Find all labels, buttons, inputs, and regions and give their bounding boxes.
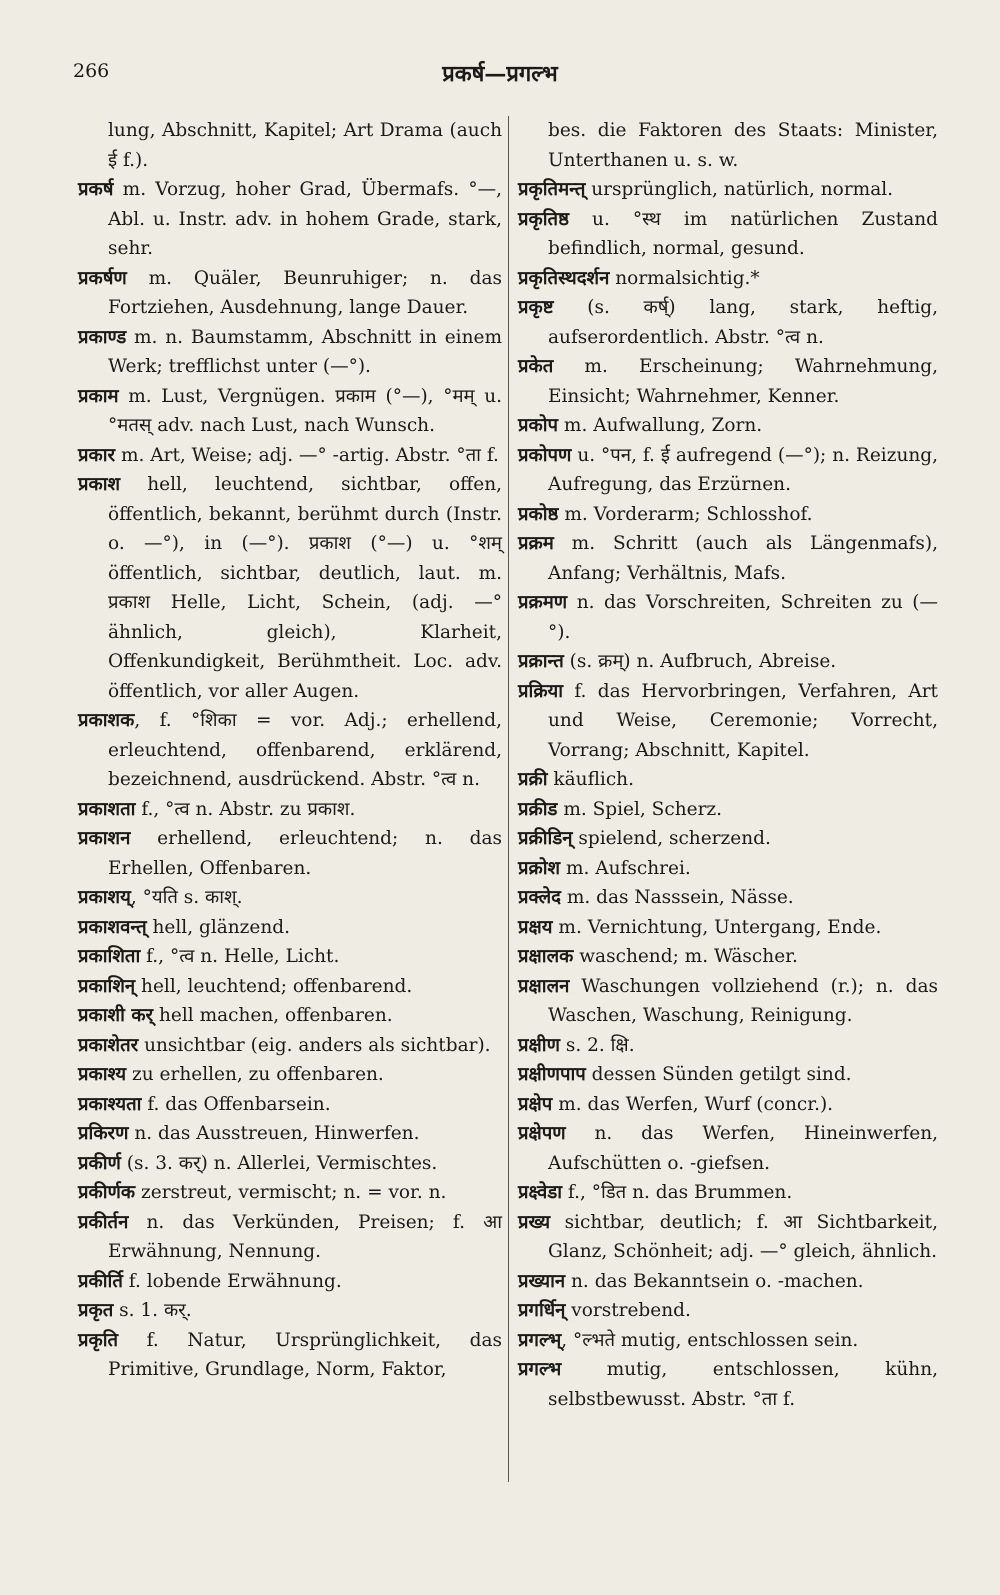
definition: n. das Werfen, Hineinwerfen, Aufschütten o. -giefsen. [548,1123,938,1174]
headword: प्रकाशन [78,828,131,849]
dictionary-entry [78,116,502,175]
dictionary-entry [518,441,938,500]
dictionary-entry [518,883,938,913]
column-divider [508,116,509,1482]
dictionary-entry [518,1090,938,1120]
definition: n. das Bekanntsein o. -machen. [565,1270,864,1292]
definition: m. das Nasssein, Nässe. [560,887,794,908]
dictionary-entry [518,1031,938,1061]
dictionary-entry [518,1060,938,1090]
left-column [78,116,502,1385]
headword: प्रकृत [78,1300,114,1321]
definition: sichtbar, deutlich; f. आ Sichtbarkeit, Glanz, Schönheit; adj. —° gleich, ähnlich. [548,1211,938,1262]
definition: , °ल्भते mutig, entschlossen sein. [561,1329,859,1351]
headword: प्रगल्भ [518,1359,562,1380]
definition: m. Vorzug, hoher Grad, Übermafs. °—, Abl. u. Instr. adv. in hohem Grade, stark, sehr. [108,179,502,259]
headword: प्रकाश्यता [78,1093,142,1115]
headword: प्रकाशिन् [78,975,136,997]
definition: normalsichtig.* [609,267,760,289]
dictionary-entry [518,116,938,175]
dictionary-entry [518,500,938,530]
definition: mutig, entschlossen, kühn, selbstbewusst. Abstr. °ता f. [548,1359,938,1410]
dictionary-entry [518,1267,938,1297]
headword: प्रकीर्तन [78,1211,129,1233]
headword: प्रकेत [518,356,554,377]
headword: प्रकृष्ट [518,297,554,318]
definition: m. Quäler, Beunruhiger; n. das Fortziehen, Ausdehnung, lange Dauer. [108,267,502,318]
headword: प्रकोपण [518,444,572,466]
headword: प्रकार [78,444,116,466]
dictionary-entry [78,972,502,1002]
headword: प्रकाशेतर [78,1034,139,1056]
definition: hell, leuchtend; offenbarend. [135,975,413,997]
definition: m. Lust, Vergnügen. प्रकाम (°—), °मम् u. °मतस् adv. nach Lust, nach Wunsch. [108,385,502,436]
definition: f., °त्व n. Helle, Licht. [140,946,340,967]
dictionary-entry [78,942,502,972]
headword: प्रक्ष्वेडा [518,1182,563,1203]
dictionary-entry [518,1355,938,1414]
dictionary-entry [518,1296,938,1326]
definition: Waschungen vollziehend (r.); n. das Waschen, Waschung, Reinigung. [548,975,938,1026]
dictionary-entry [518,352,938,411]
headword: प्रकाश्य [78,1064,127,1085]
headword: प्रकृतिष्ठ [518,208,569,230]
headword: प्रक्लेद [518,887,561,908]
dictionary-entry [78,913,502,943]
definition: u. °पन, f. ई aufregend (—°); n. Reizung, Aufregung, das Erzürnen. [548,444,938,495]
headword: प्रक्रिया [518,680,564,702]
dictionary-entry [78,1090,502,1120]
dictionary-entry [78,441,502,471]
definition: vorstrebend. [565,1300,691,1321]
definition: (s. क्रम्) n. Aufbruch, Abreise. [563,651,837,672]
dictionary-entry [78,1326,502,1385]
definition: (s. 3. कर्) n. Allerlei, Vermischtes. [120,1152,438,1174]
headword: प्रकृतिमन्त् [518,179,586,200]
dictionary-entry [518,942,938,972]
definition: m. Spiel, Scherz. [557,798,723,820]
headword: प्रक्षीणपाप [518,1064,586,1085]
dictionary-entry [78,323,502,382]
definition: zerstreut, vermischt; n. = vor. n. [135,1182,447,1203]
headword: प्रकाशिता [78,946,141,967]
dictionary-entry [78,795,502,825]
definition: f., °त्व n. Abstr. zu प्रकाश. [135,798,356,820]
definition: n. das Ausstreuen, Hinwerfen. [128,1123,420,1144]
headword: प्रगर्धिन् [518,1300,566,1321]
dictionary-entry [518,1326,938,1356]
dictionary-entry [78,1060,502,1090]
headword: प्रकाशवन्त् [78,916,147,938]
dictionary-entry [518,1119,938,1178]
dictionary-entry [78,1296,502,1326]
dictionary-entry [518,677,938,766]
headword: प्रगल्भ् [518,1329,562,1351]
headword: प्रक्रोश [518,857,561,879]
headword: प्रक्षेप [518,1093,553,1115]
definition: m. Vorderarm; Schlosshof. [558,503,813,525]
headword: प्रकाशय् [78,887,131,908]
page-number: 266 [73,60,110,82]
headword: प्रकाशता [78,798,136,820]
headword: प्रकिरण [78,1123,129,1144]
definition: f. lobende Erwähnung. [122,1270,342,1292]
dictionary-entry [518,765,938,795]
headword: प्रकाशी कर् [78,1005,154,1026]
page-header [0,60,1000,96]
dictionary-entry [518,1178,938,1208]
headword: प्रक्रीडिन् [518,828,573,849]
definition: m. n. Baumstamm, Abschnitt in einem Werk; trefflichst unter (—°). [108,326,502,377]
definition: , °यति s. काश्. [130,887,243,908]
dictionary-entry [78,1001,502,1031]
definition: hell, leuchtend, sichtbar, offen, öffentlich, bekannt, berühmt durch (Instr. o. —°), in (—°). प्रकाश (°—) u. °शम् öffentlich, sichtbar, deutlich, laut. m. प्रकाश Helle, Licht, Schein, (adj. —° ähnlich, gleich), Klarheit, Offenkundigkeit, Berühmtheit. Loc. adv. öffentlich, vor aller Augen. [108,474,502,702]
definition: f. das Hervorbringen, Verfahren, Art und Weise, Ceremonie; Vorrecht, Vorrang; Abschnitt, Kapitel. [548,680,938,761]
definition: käuflich. [547,769,634,790]
headword: प्रकाशक [78,710,135,731]
dictionary-entry [518,175,938,205]
dictionary-entry [518,913,938,943]
definition: (s. कर्ष्) lang, stark, heftig, aufserordentlich. Abstr. °त्व n. [548,297,938,348]
dictionary-entry [78,1149,502,1179]
headword: प्रकोष्ठ [518,503,559,525]
right-column [518,116,938,1414]
definition: erhellend, erleuchtend; n. das Erhellen, Offenbaren. [108,828,502,879]
headword: प्रकीर्णक [78,1182,136,1203]
definition: lung, Abschnitt, Kapitel; Art Drama (auch ई f.). [108,120,502,171]
definition: n. das Verkünden, Preisen; f. आ Erwähnung, Nennung. [108,1211,502,1262]
headword: प्रक्री [518,769,548,790]
definition: hell machen, offenbaren. [153,1005,393,1026]
headword: प्रकीर्ण [78,1152,121,1174]
dictionary-entry [518,293,938,352]
dictionary-entry [518,264,938,294]
headword: प्रक्षेपण [518,1123,566,1144]
definition: waschend; m. Wäscher. [573,946,798,967]
headword: प्रक्रमण [518,592,568,613]
definition: ursprünglich, natürlich, normal. [585,179,894,200]
dictionary-entry [518,795,938,825]
headword: प्रकीर्ति [78,1270,123,1292]
definition: s. 1. कर्. [113,1300,192,1321]
headword: प्रख्यान [518,1270,566,1292]
definition: zu erhellen, zu offenbaren. [126,1064,384,1085]
definition: n. das Vorschreiten, Schreiten zu (—°). [548,592,938,643]
definition: bes. die Faktoren des Staats: Minister, Unterthanen u. s. w. [548,120,938,171]
dictionary-entry [78,1031,502,1061]
definition: m. das Werfen, Wurf (concr.). [552,1093,834,1115]
dictionary-entry [518,411,938,441]
definition: f., °डित n. das Brummen. [562,1182,793,1203]
definition: m. Erscheinung; Wahrnehmung, Einsicht; Wahrnehmer, Kenner. [548,356,938,407]
definition: u. °स्थ im natürlichen Zustand befindlich, normal, gesund. [548,208,938,259]
dictionary-entry [518,854,938,884]
definition: dessen Sünden getilgt sind. [585,1064,852,1085]
definition: f. Natur, Ursprünglichkeit, das Primitive, Grundlage, Norm, Faktor, [108,1329,502,1380]
dictionary-entry [78,883,502,913]
dictionary-entry [518,647,938,677]
dictionary-entry [518,588,938,647]
definition: m. Aufwallung, Zorn. [558,415,763,436]
headword: प्रख्य [518,1211,551,1233]
dictionary-entry [78,470,502,706]
headword: प्रकृति [78,1329,119,1351]
headword: प्रकाम [78,385,119,407]
dictionary-entry [78,382,502,441]
definition: s. 2. क्षि. [559,1034,635,1056]
running-head: प्रकर्ष—प्रगल्भ [442,61,558,87]
dictionary-entry [78,706,502,795]
definition: m. Art, Weise; adj. —° -artig. Abstr. °ता f. [115,444,499,466]
dictionary-entry [78,824,502,883]
headword: प्रक्षीण [518,1034,560,1056]
dictionary-entry [518,972,938,1031]
definition: unsichtbar (eig. anders als sichtbar). [138,1034,491,1056]
dictionary-entry [518,824,938,854]
definition: m. Schritt (auch als Längenmafs), Anfang; Verhältnis, Mafs. [548,533,938,584]
headword: प्रक्रान्त [518,651,564,672]
headword: प्रकाण्ड [78,326,127,348]
headword: प्रक्षय [518,916,553,938]
headword: प्रक्षालन [518,975,570,997]
headword: प्रक्रीड [518,798,558,820]
dictionary-entry [78,264,502,323]
dictionary-entry [78,175,502,264]
dictionary-entry [78,1208,502,1267]
dictionary-entry [518,1208,938,1267]
headword: प्रकर्षण [78,267,127,289]
dictionary-entry [518,205,938,264]
dictionary-entry [518,529,938,588]
headword: प्रक्रम [518,533,554,554]
dictionary-entry [78,1267,502,1297]
dictionary-entry [78,1119,502,1149]
definition: f. das Offenbarsein. [141,1093,331,1115]
headword: प्रकर्ष [78,179,114,200]
definition: hell, glänzend. [146,916,291,938]
definition: m. Aufschrei. [560,857,691,879]
dictionary-entry [78,1178,502,1208]
headword: प्रकोप [518,415,559,436]
headword: प्रकाश [78,474,121,495]
definition: spielend, scherzend. [572,828,771,849]
definition: , f. °शिका = vor. Adj.; erhellend, erleuchtend, offenbarend, erklärend, bezeichnend, ausdrückend. Abstr. °त्व n. [108,710,502,790]
definition: m. Vernichtung, Untergang, Ende. [552,916,882,938]
headword: प्रकृतिस्थदर्शन [518,267,610,289]
headword: प्रक्षालक [518,946,574,967]
